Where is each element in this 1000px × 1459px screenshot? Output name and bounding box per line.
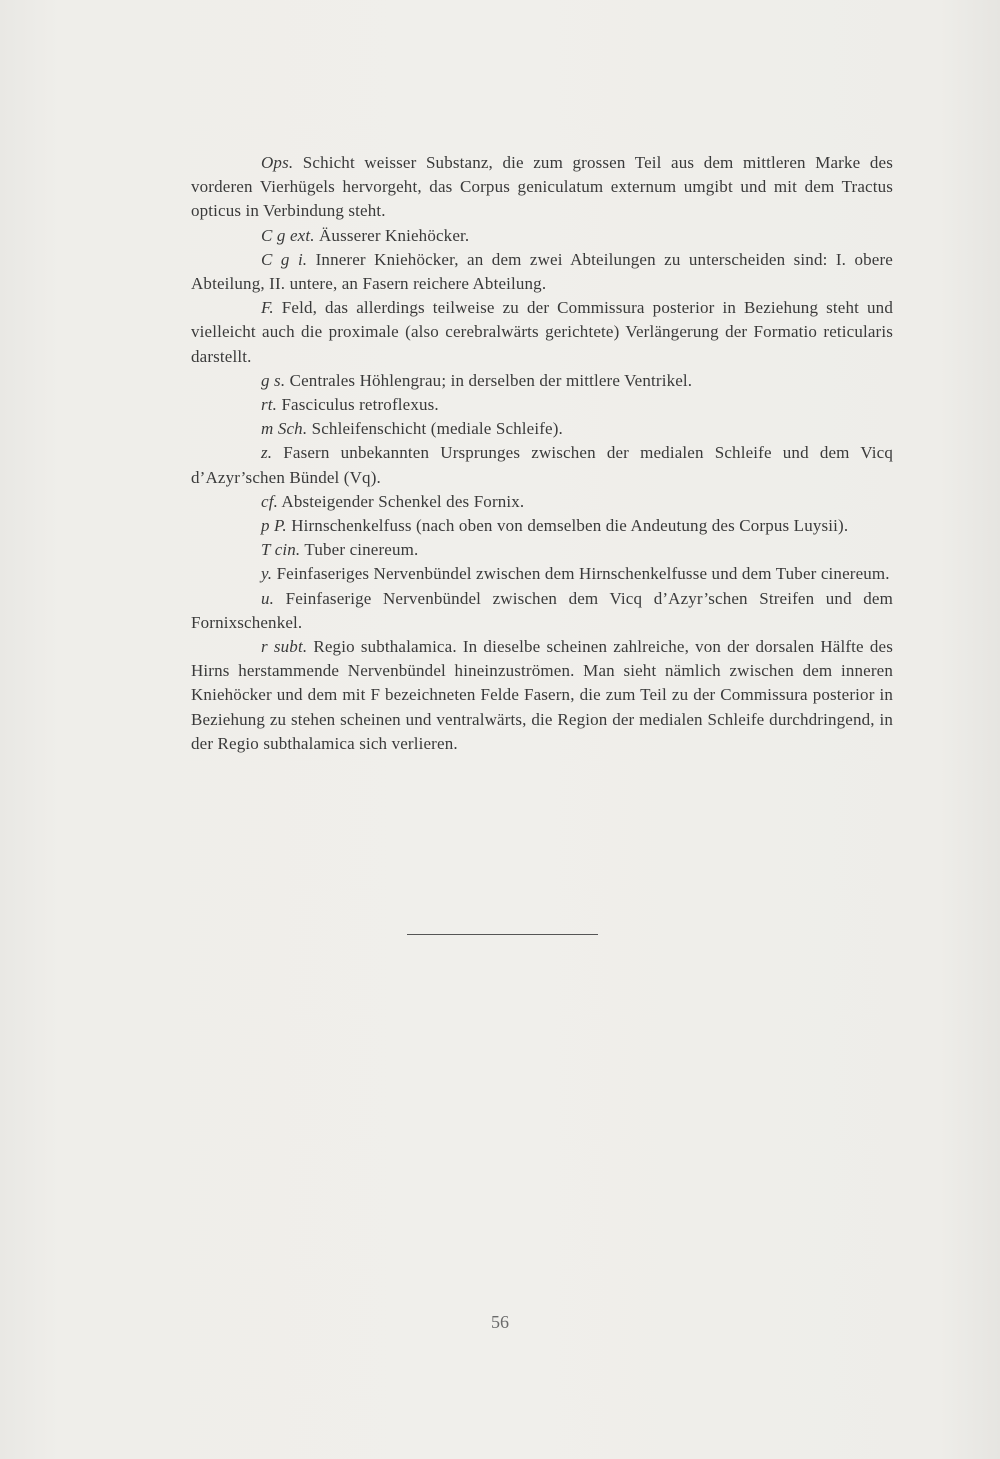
legend-description: Fasern unbekannten Ursprunges zwischen der medialen Schleife und dem Vicq d’Azyr’schen Bündel (Vq). — [191, 443, 893, 487]
legend-description: Absteigender Schenkel des Fornix. — [277, 491, 525, 511]
legend-description: Feinfaserige Nervenbündel zwischen dem Vicq d’Azyr’schen Streifen und dem Fornixschenkel. — [191, 588, 893, 632]
legend-description: Centrales Höhlengrau; in derselben der mittlere Ventrikel. — [285, 370, 693, 390]
legend-abbreviation: y. — [261, 564, 273, 584]
legend-description: Äusserer Kniehöcker. — [314, 225, 470, 245]
legend-entry-f — [191, 296, 893, 369]
legend-description: Hirnschenkelfuss (nach oben von demselben die Andeutung des Corpus Luysii). — [286, 516, 849, 536]
legend-entry-u — [191, 587, 893, 635]
legend-description: Innerer Kniehöcker, an dem zwei Abteilungen zu unterscheiden sind: I. obere Abteilung, II. untere, an Fasern reichere Abteilung. — [191, 249, 893, 294]
section-divider-rule — [407, 934, 598, 935]
legend-entry-y — [191, 562, 893, 586]
legend-entry-cg-i — [191, 248, 893, 296]
legend-entry-rt — [191, 393, 893, 417]
legend-abbreviation: z. — [261, 443, 273, 463]
legend-description: Feinfaseriges Nervenbündel zwischen dem Hirnschenkelfusse und dem Tuber cinereum. — [272, 564, 890, 584]
legend-text-block — [191, 151, 893, 756]
legend-abbreviation: F. — [261, 298, 274, 318]
legend-entry-rsubt — [191, 635, 893, 756]
legend-abbreviation: Ops. — [261, 153, 294, 172]
legend-description: Feld, das allerdings teilweise zu der Commissura posterior in Beziehung steht und vielleicht auch die proximale (also cerebralwärts gerichtete) Verlängerung der Formatio reticularis darstellt. — [191, 298, 893, 366]
legend-abbreviation: u. — [261, 588, 275, 608]
legend-abbreviation: rt. — [261, 395, 278, 415]
legend-entry-cf — [191, 490, 893, 514]
legend-abbreviation: g s. — [261, 370, 286, 390]
legend-entry-pp — [191, 514, 893, 538]
legend-entry-z — [191, 441, 893, 489]
legend-description: Tuber cinereum. — [300, 540, 419, 560]
legend-entry-msch — [191, 417, 893, 441]
legend-abbreviation: m Sch. — [261, 419, 308, 439]
legend-description: Schicht weisser Substanz, die zum grossen Teil aus dem mittleren Marke des vorderen Vierhügels hervorgeht, das Corpus geniculatum externum umgibt und mit dem Tractus opticus in Verbindung steht. — [191, 153, 893, 221]
page-number: 56 — [491, 1312, 509, 1332]
legend-abbreviation: r subt. — [261, 637, 308, 657]
legend-entry-tcin — [191, 538, 893, 562]
legend-description: Regio subthalamica. In dieselbe scheinen zahlreiche, von der dorsalen Hälfte des Hirns herstammende Nervenbündel hineinzuströmen. Man sieht nämlich zwischen dem inneren Kniehöcker und dem mit F bezeichneten Felde Fasern, die zum Teil zu der Commissura posterior in Beziehung zu stehen scheinen und ventralwärts, die Region der medialen Schleife durchdringend, in der Regio subthalamica sich verlieren. — [191, 637, 893, 753]
legend-abbreviation: C g ext. — [261, 225, 315, 245]
legend-description: Fasciculus retroflexus. — [277, 395, 439, 415]
legend-entry-cg-ext — [191, 224, 893, 248]
legend-description: Schleifenschicht (mediale Schleife). — [307, 419, 563, 439]
legend-entry-ops — [191, 151, 893, 224]
legend-entry-gs — [191, 369, 893, 393]
legend-abbreviation: p P. — [261, 516, 287, 536]
legend-abbreviation: cf. — [261, 491, 278, 511]
legend-abbreviation: T cin. — [261, 540, 301, 560]
legend-abbreviation: C g i. — [261, 249, 308, 269]
